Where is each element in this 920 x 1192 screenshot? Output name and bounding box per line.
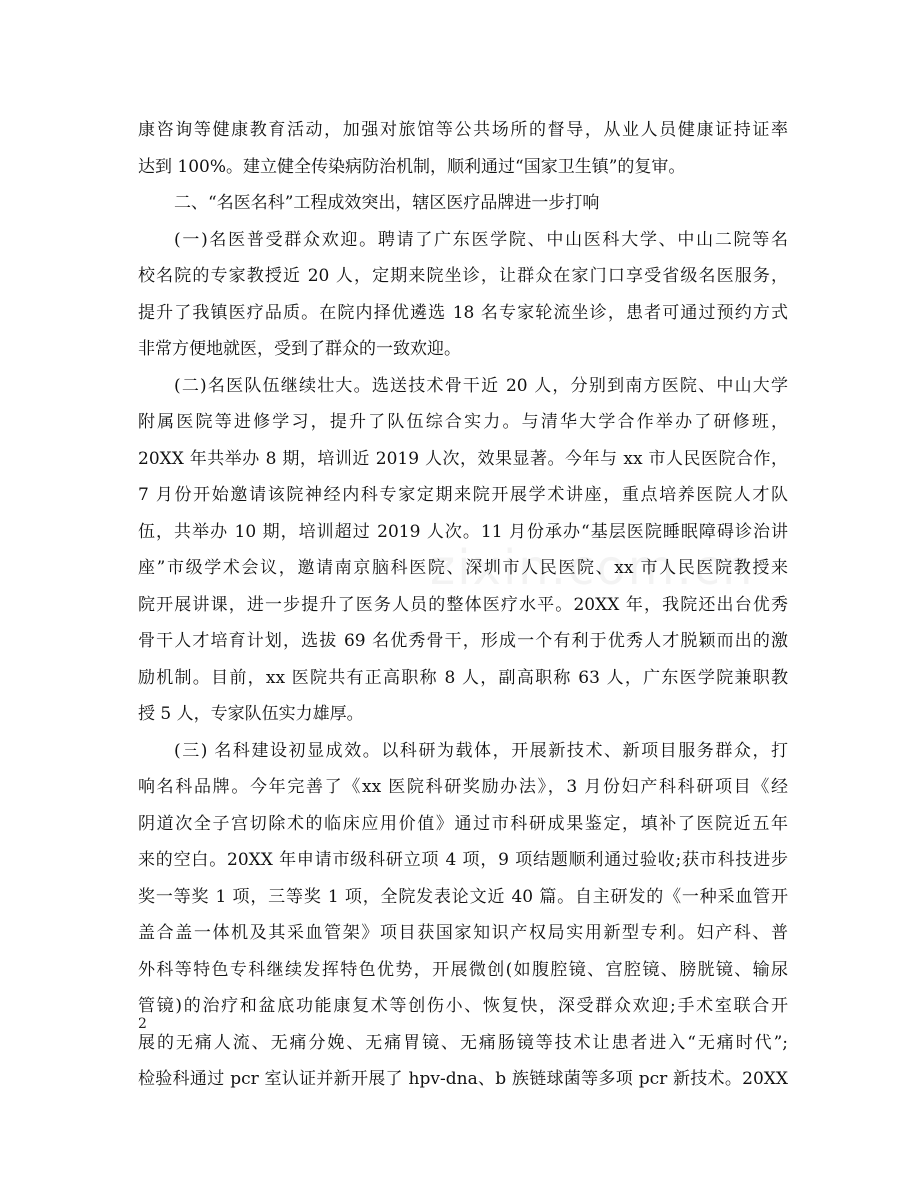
text-line: 座”市级学术会议，邀请南京脑科医院、深圳市人民医院、xx 市人民医院教授来	[138, 558, 788, 578]
text-line: 院开展讲课，进一步提升了医务人员的整体医疗水平。20XX 年，我院还出台优秀	[138, 594, 788, 615]
page-number: 2	[138, 1016, 147, 1032]
text-line: 非常方便地就医，受到了群众的一致欢迎。	[138, 339, 461, 359]
text-line: 阴道次全子宫切除术的临床应用价值》通过市科研成果鉴定，填补了医院近五年	[138, 813, 788, 834]
text-line: 康咨询等健康教育活动，加强对旅馆等公共场所的督导，从业人员健康证持证率	[138, 120, 788, 140]
text-line: (三) 名科建设初显成效。以科研为载体，开展新技术、新项目服务群众，打	[174, 740, 788, 761]
text-line: 授 5 人，专家队伍实力雄厚。	[138, 704, 364, 724]
section-heading: 二、“名医名科”工程成效突出，辖区医疗品牌进一步打响	[174, 193, 600, 213]
text-line: 20XX 年共举办 8 期，培训近 2019 人次，效果显著。今年与 xx 市人民医院合作，	[138, 448, 788, 469]
text-line: 管镜)的治疗和盆底功能康复术等创伤小、恢复快，深受群众欢迎;手术室联合开	[138, 996, 788, 1016]
text-line: 展的无痛人流、无痛分娩、无痛胃镜、无痛肠镜等技术让患者进入“无痛时代”;	[138, 1032, 788, 1053]
text-line: 7 月份开始邀请该院神经内科专家定期来院开展学术讲座，重点培养医院人才队	[138, 485, 788, 505]
text-line: 盖合盖一体机及其采血管架》项目获国家知识产权局实用新型专利。妇产科、普	[138, 923, 788, 943]
text-line: 外科等特色专科继续发挥特色优势，开展微创(如腹腔镜、宫腔镜、膀胱镜、输尿	[138, 959, 788, 980]
text-line: 奖一等奖 1 项，三等奖 1 项，全院发表论文近 40 篇。自主研发的《一种采血管开	[138, 886, 788, 907]
text-line: 响名科品牌。今年完善了《xx 医院科研奖励办法》，3 月份妇产科科研项目《经	[138, 777, 788, 797]
text-line: 来的空白。20XX 年申请市级科研立项 4 项，9 项结题顺利通过验收;获市科技进步	[138, 850, 788, 870]
document-body	[138, 112, 788, 1098]
text-line: 附属医院等进修学习，提升了队伍综合实力。与清华大学合作举办了研修班，	[138, 412, 788, 432]
text-line: 励机制。目前，xx 医院共有正高职称 8 人，副高职称 63 人，广东医学院兼职教	[138, 667, 788, 688]
text-line: 伍，共举办 10 期，培训超过 2019 人次。11 月份承办“基层医院睡眠障碍诊治讲	[138, 521, 788, 542]
text-line: (一)名医普受群众欢迎。聘请了广东医学院、中山医科大学、中山二院等名	[174, 229, 788, 250]
text-line: 骨干人才培育计划，选拔 69 名优秀骨干，形成一个有利于优秀人才脱颖而出的激	[138, 631, 788, 651]
text-line: 检验科通过 pcr 室认证并新开展了 hpv-dna、b 族链球菌等多项 pcr 新技术。20XX	[138, 1069, 788, 1089]
text-line: 达到 100%。建立健全传染病防治机制，顺利通过“国家卫生镇”的复审。	[138, 156, 686, 177]
text-line: 提升了我镇医疗品质。在院内择优遴选 18 名专家轮流坐诊，患者可通过预约方式	[138, 302, 788, 323]
text-line: 校名院的专家教授近 20 人，定期来院坐诊，让群众在家门口享受省级名医服务，	[138, 266, 788, 286]
text-line: (二)名医队伍继续壮大。选送技术骨干近 20 人，分别到南方医院、中山大学	[174, 375, 788, 396]
